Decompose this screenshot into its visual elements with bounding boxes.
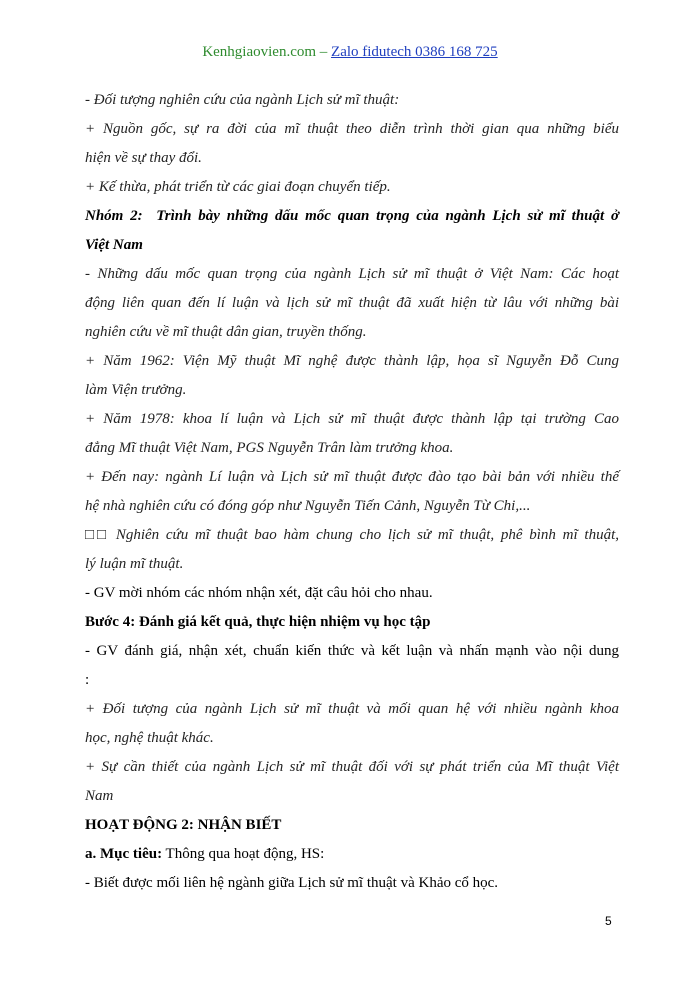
objective-label: a. Mục tiêu:: [85, 846, 163, 862]
document-body: [85, 86, 619, 898]
text-line: hệ nhà nghiên cứu có đóng góp như Nguyễn Tiến Cảnh, Nguyễn Từ Chi,...: [85, 498, 531, 514]
group-2-title: Trình bày những dấu mốc quan trọng của ngành Lịch sử mĩ thuật ở: [156, 208, 620, 224]
text-line: [85, 521, 619, 550]
text-line: + Sự cần thiết của ngành Lịch sử mĩ thuật đối với sự phát triển của Mĩ thuật Việt: [85, 759, 619, 775]
text-line: - Biết được mối liên hệ ngành giữa Lịch sử mĩ thuật và Khảo cổ học.: [85, 875, 499, 891]
text-line: làm Viện trưởng.: [85, 382, 187, 398]
text-line: + Đối tượng của ngành Lịch sử mĩ thuật và mối quan hệ với nhiều ngành khoa: [85, 701, 619, 717]
text-line: + Năm 1962: Viện Mỹ thuật Mĩ nghệ được thành lập, họa sĩ Nguyễn Đỗ Cung: [85, 353, 619, 369]
missing-glyph-icon: □□: [85, 527, 110, 543]
text-line: :: [85, 672, 90, 688]
step-4-heading: Bước 4: Đánh giá kết quả, thực hiện nhiệm vụ học tập: [85, 614, 431, 630]
header-separator: –: [316, 44, 332, 60]
activity-2-heading: HOẠT ĐỘNG 2: NHẬN BIẾT: [85, 817, 282, 833]
group-2-heading: [85, 202, 619, 231]
text-line: - GV đánh giá, nhận xét, chuẩn kiến thức và kết luận và nhấn mạnh vào nội dung: [85, 643, 619, 659]
text-line: hiện về sự thay đổi.: [85, 150, 202, 166]
text-line: - Những dấu mốc quan trọng của ngành Lịch sử mĩ thuật ở Việt Nam: Các hoạt: [85, 266, 619, 282]
text-line: + Năm 1978: khoa lí luận và Lịch sử mĩ thuật được thành lập tại trường Cao: [85, 411, 619, 427]
text-line: - Đối tượng nghiên cứu của ngành Lịch sử mĩ thuật:: [85, 92, 400, 108]
objective-line: [85, 840, 619, 869]
text-line-part: Nghiên cứu mĩ thuật bao hàm chung cho lịch sử mĩ thuật, phê bình mĩ thuật,: [115, 527, 619, 543]
text-line: học, nghệ thuật khác.: [85, 730, 214, 746]
header-site-link[interactable]: Kenhgiaovien.com: [202, 44, 317, 60]
page-number: 5: [605, 914, 612, 928]
text-line: + Kế thừa, phát triển từ các giai đoạn chuyển tiếp.: [85, 179, 391, 195]
text-line: nghiên cứu về mĩ thuật dân gian, truyền thống.: [85, 324, 367, 340]
text-line: + Đến nay: ngành Lí luận và Lịch sử mĩ thuật được đào tạo bài bản với nhiều thế: [85, 469, 619, 485]
text-line: đẳng Mĩ thuật Việt Nam, PGS Nguyễn Trân làm trưởng khoa.: [85, 440, 454, 456]
text-line: - GV mời nhóm các nhóm nhận xét, đặt câu hỏi cho nhau.: [85, 585, 433, 601]
objective-text: Thông qua hoạt động, HS:: [162, 846, 325, 862]
text-line: Việt Nam: [85, 237, 143, 253]
text-line: Nam: [85, 788, 114, 804]
header-contact-link[interactable]: Zalo fidutech 0386 168 725: [331, 44, 498, 60]
text-line: + Nguồn gốc, sự ra đời của mĩ thuật theo diễn trình thời gian qua những biểu: [85, 121, 619, 137]
page-header: [0, 42, 700, 62]
group-2-label: Nhóm 2:: [85, 208, 143, 224]
text-line: động liên quan đến lí luận và lịch sử mĩ thuật đã xuất hiện từ lâu với những bài: [85, 295, 619, 311]
text-line: lý luận mĩ thuật.: [85, 556, 184, 572]
